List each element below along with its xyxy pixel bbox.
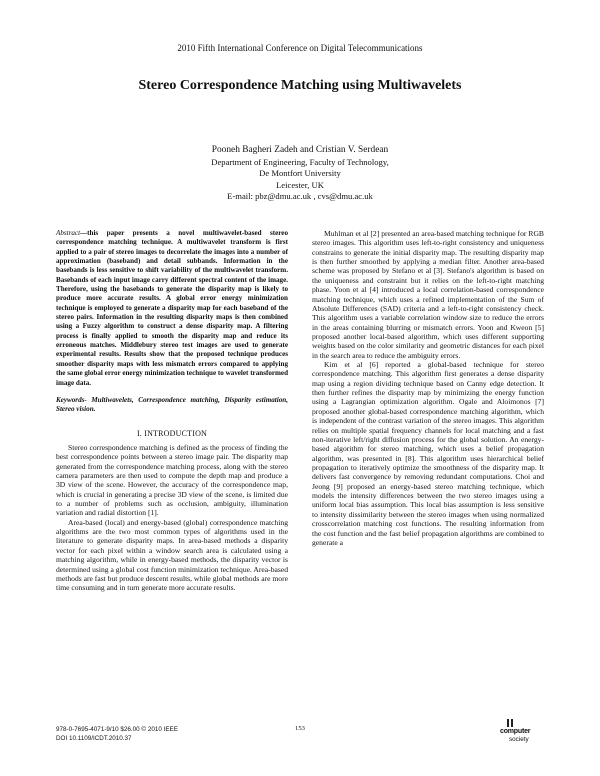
affiliation-department: Department of Engineering, Faculty of Technology,: [211, 157, 389, 168]
affiliation-location: Leicester, UK: [276, 179, 324, 190]
body-paragraph: Kim et al [6] reported a global-based technique for stereo correspondence matching. This algorithm first generates a dense disparity map using a region dividing technique based on Canny edge detection. It then further refines the disparity map by minimizing the energy function using a Lagrangian optimization algorithm. Ogale and Aloimonos [7] proposed another global-based correspondence matching algorithm, which is independent of the contrast variation of the stereo images. This algorithm relies on multiple spatial frequency channels for local matching and a fast non-iterative left/right diffusion process for the global solution. An energy-based algorithm for stereo matching, which uses a belief propagation algorithm, was presented in [8]. This algorithm uses hierarchical belief propagation to iteratively optimize the smoothness of the disparity map. It delivers fast convergence by removing redundant computations. Choi and Jeong [9] proposed an energy-based stereo matching technique, which models the intensity differences between the two stereo images using a uniform local bias assumption. This local bias assumption is less sensitive to intensity dissimilarity between the stereo images when using normalized crosscorrelation matching cost functions. The resulting information from the cost function and the fast belief propagation algorithms are combined to generate a: [312, 360, 544, 547]
isbn-line: 978-0-7695-4071-9/10 $26.00 © 2010 IEEE: [56, 726, 178, 733]
logo-line-computer: computer: [500, 728, 531, 735]
author-emails: E-mail: pbz@dmu.ac.uk , cvs@dmu.ac.uk: [227, 190, 373, 201]
author-names: Pooneh Bagheri Zadeh and Cristian V. Serdean: [211, 145, 389, 155]
abstract-label: Abstract: [56, 229, 81, 237]
keywords-text: Multiwavelets, Correspondence matching, Disparity estimation, Stereo vision.: [56, 395, 288, 414]
affiliation-university: De Montfort University: [259, 168, 341, 179]
left-column: [56, 229, 288, 593]
keywords-label: Keywords-: [56, 395, 87, 404]
page-number: 153: [295, 725, 305, 732]
abstract: [56, 229, 288, 388]
body-paragraph: Muhlman et al [2] presented an area-based matching technique for RGB stereo images. This algorithm uses left-to-right consistency and uniqueness constrains to generate the initial disparity map. The resulting disparity map is then further smoothed by applying a median filter. Another area-based scheme was proposed by Stefano et al [3]. Stefano's algorithm is based on the uniqueness and constraint but it relies on the left-to-right matching phase. Yoon et al [4] introduced a local correlation-based correspondence matching technique, which uses a refined implementation of the Sum of Absolute Differences (SAD) criteria and a left-to-right consistency check. This algorithm uses a variable correlation window size to reduce the errors in the areas containing blurring or mismatch errors. Yoon and Kweon [5] proposed another local-based algorithm, which uses different supporting weights based on the color similarity and geometric distances for each pixel in the search area to reduce the ambiguity errors.: [312, 229, 544, 360]
right-column: [312, 229, 544, 547]
keywords: [56, 396, 288, 415]
section-heading-introduction: I. INTRODUCTION: [136, 428, 208, 438]
conference-header: 2010 Fifth International Conference on Digital Telecommunications: [177, 43, 423, 53]
intro-paragraph: Area-based (local) and energy-based (global) correspondence matching algorithms are the two most common types of algorithms used in the literature to generate disparity maps. In area-based methods a disparity vector for each pixel within a window search area is calculated using a matching algorithm, while in energy-based methods, the disparity vector is determined using a global cost function minimization technique. Area-based methods are fast but produce descent results, while global methods are more time consuming and in turn generate more accurate results.: [56, 517, 288, 593]
author-block: [0, 145, 600, 202]
logo-line-society: society: [509, 736, 529, 743]
doi-line: DOI 10.1109/ICDT.2010.37: [56, 735, 132, 742]
abstract-text: —this paper presents a novel multiwavelet-based stereo correspondence matching technique. A multiwavelet transform is first applied to a pair of stereo images to decorrelate the images into a number of approximation (baseband) and detail subbands. Information in the basebands is less sensitive to shift variability of the multiwavelet transform. Basebands of each input image carry different spectral content of the image. Therefore, using the basebands to generate the disparity map is likely to produce more accurate results. A global error energy minimization technique is employed to generate a disparity map for each baseband of the stereo pairs. Information in the resulting disparity maps is then combined using a Fuzzy algorithm to construct a dense disparity map. A filtering process is finally applied to smooth the disparity map and reduce its erroneous matches. Middlebury stereo test images are used to generate experimental results. Results show that the proposed technique produces smoother disparity maps with less mismatch errors compared to applying the same global error energy minimization technique to wavelet transformed image data.: [56, 229, 289, 387]
computer-society-logo-icon: [506, 718, 516, 728]
computer-society-logo: [500, 718, 548, 746]
paper-title: Stereo Correspondence Matching using Multiwavelets: [138, 78, 462, 93]
intro-paragraph: Stereo correspondence matching is defined as the process of finding the best correspondence points between a stereo image pair. The disparity map generated from the correspondence matching process, along with the stereo camera parameters are then used to compute the depth map and produce a 3D view of the scene. However, the accuracy of the correspondence map, which is crucial in generating a precise 3D view of the scene, is limited due to a number of problems such as occlusion, ambiguity, illumination variation and radial distortion [1].: [56, 442, 288, 518]
